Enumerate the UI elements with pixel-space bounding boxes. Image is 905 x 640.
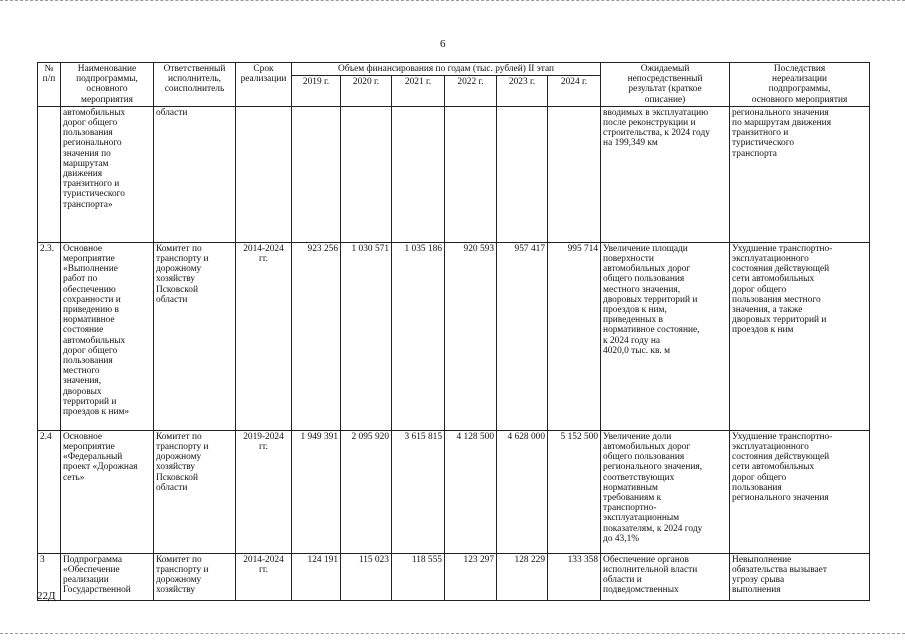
row-responsible: Комитет по транспорту и дорожному хозяйству Псковской области [154,242,236,430]
footer-code: 22Д [37,590,56,602]
row-value: 128 229 [497,553,548,600]
row-consequence: регионального значения по маршрутам движения транзитного и туристического транспорта [730,106,870,242]
header-responsible: Ответственный исполнитель, соисполнитель [154,63,236,107]
row-value: 123 297 [445,553,497,600]
row-value [392,106,445,242]
header-consequence: Последствия нереализации подпрограммы, основного мероприятия [730,63,870,107]
row-value [497,106,548,242]
row-result: Увеличение площади поверхности автомобильных дорог общего пользования местного значения, дворовых территорий и проездов к ним, приведенных в нормативное состояние, к 2024 году на 4020,0 тыс. кв. м [601,242,730,430]
row-num: 2.3. [38,242,61,430]
row-value: 1 035 186 [392,242,445,430]
row-value: 1 030 571 [341,242,392,430]
row-value: 1 949 391 [292,430,341,553]
row-term: 2019-2024 гг. [236,430,292,553]
row-value: 923 256 [292,242,341,430]
row-name: Основное мероприятие «Выполнение работ по обеспечению сохранности и приведению в нормативное состояние автомобильных дорог общего пользования местного значения, дворовых территорий и проездов к ним» [61,242,154,430]
row-responsible: Комитет по транспорту и дорожному хозяйству [154,553,236,600]
row-num: 2.4 [38,430,61,553]
row-value: 4 628 000 [497,430,548,553]
row-responsible: области [154,106,236,242]
bottom-scan-edge [0,633,905,635]
row-value: 133 358 [548,553,601,600]
header-name: Наименование подпрограммы, основного мероприятия [61,63,154,107]
row-value [548,106,601,242]
page-number: 6 [440,38,446,50]
header-year: 2020 г. [341,76,392,107]
row-value: 118 555 [392,553,445,600]
row-term: 2014-2024 гг. [236,553,292,600]
header-result: Ожидаемый непосредственный результат (краткое описание) [601,63,730,107]
table-row [38,430,870,553]
row-value: 995 714 [548,242,601,430]
row-value: 920 593 [445,242,497,430]
table-row [38,553,870,600]
row-consequence: Невыполнение обязательства вызывает угрозу срыва выполнения [730,553,870,600]
table-row [38,106,870,242]
row-value: 5 152 500 [548,430,601,553]
header-year: 2019 г. [292,76,341,107]
row-value: 3 615 815 [392,430,445,553]
header-funding: Объем финансирования по годам (тыс. рублей) II этап [292,63,601,76]
top-scan-edge [0,0,905,5]
row-value [292,106,341,242]
row-value: 4 128 500 [445,430,497,553]
row-value: 115 023 [341,553,392,600]
row-consequence: Ухудшение транспортно- эксплуатационного состояния действующей сети автомобильных дорог общего пользования местного значения, а также дворовых территорий и проездов к ним [730,242,870,430]
header-row [38,63,870,76]
row-name: Подпрограмма «Обеспечение реализации Государственной [61,553,154,600]
row-value: 124 191 [292,553,341,600]
header-num: № п/п [38,63,61,107]
row-result: Обеспечение органов исполнительной власти области и подведомственных [601,553,730,600]
row-value [445,106,497,242]
table-row [38,242,870,430]
row-consequence: Ухудшение транспортно- эксплуатационного состояния действующей сети автомобильных дорог общего пользования регионального значения [730,430,870,553]
row-responsible: Комитет по транспорту и дорожному хозяйству Псковской области [154,430,236,553]
row-name: автомобильных дорог общего пользования регионального значения по маршрутам движения транзитного и туристического транспорта» [61,106,154,242]
row-num [38,106,61,242]
row-value: 957 417 [497,242,548,430]
program-table [37,62,870,601]
row-name: Основное мероприятие «Федеральный проект «Дорожная сеть» [61,430,154,553]
row-term [236,106,292,242]
header-year: 2022 г. [445,76,497,107]
header-year: 2024 г. [548,76,601,107]
header-term: Срок реализации [236,63,292,107]
row-result: вводимых в эксплуатацию после реконструкции и строительства, к 2024 году на 199,349 км [601,106,730,242]
row-value [341,106,392,242]
row-num: 3 [38,553,61,600]
row-term: 2014-2024 гг. [236,242,292,430]
header-year: 2021 г. [392,76,445,107]
header-year: 2023 г. [497,76,548,107]
row-result: Увеличение доли автомобильных дорог общего пользования регионального значения, соответствующих нормативным требованиям к транспортно- эксплуатационным показателям, к 2024 году до 43,1% [601,430,730,553]
row-value: 2 095 920 [341,430,392,553]
